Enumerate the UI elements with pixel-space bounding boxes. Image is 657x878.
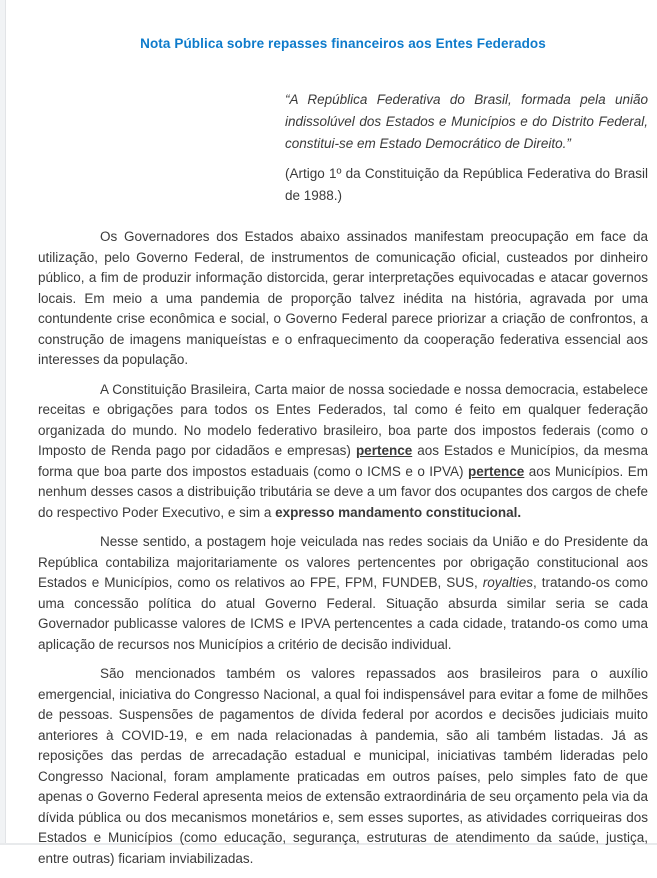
text-run: Nesse sentido, a postagem hoje veiculada nas redes sociais da União e do Presidente da República contabiliza majoritariamente os valores pertencentes por obrigação constitucional aos Estados e Municípios, como os relativos ao FPE, FPM, FUNDEB, SUS, bbox=[38, 534, 648, 590]
paragraph bbox=[38, 532, 648, 655]
text-run: aos Municípios. Em nenhum desses casos a distribuição tributária se deve a um favor dos ocupantes dos cargos de chefe do respectivo Poder Executivo, e sim a bbox=[38, 463, 649, 520]
text-run: Os Governadores dos Estados abaixo assinados manifestam preocupação em face da utilização, pelo Governo Federal, de instrumentos de comunicação oficial, custeados por dinheiro público, a fim de produzir informação distorcida, gerar interpretações equivocadas e atacar governos locais. Em meio a uma pandemia de proporção talvez inédita na história, agravada por uma contundente crise econômica e social, o Governo Federal parece priorizar a criação de confrontos, a construção de imagens maniqueístas e o enfraquecimento da cooperação federativa essencial aos interesses da população. bbox=[38, 229, 648, 367]
page-left-edge bbox=[0, 0, 6, 845]
text-run: pertence bbox=[468, 463, 525, 479]
text-run: aos Estados e Municípios, da mesma forma que boa parte dos impostos estaduais (como o ICMS e o IPVA) bbox=[38, 443, 649, 479]
text-run: pertence bbox=[355, 443, 413, 458]
text-run: , tratando-os como uma concessão política do atual Governo Federal. Situação absurda similar seria se cada Governador publicasse valores de ICMS e IPVA pertencentes a cada cidade, tratando-os como uma aplicação de recursos nos Municípios a critério de decisão individual. bbox=[38, 575, 648, 652]
quote-text: “A República Federativa do Brasil, formada pela união indissolúvel dos Estados e Municípios e do Distrito Federal, constitui-se em Estado Democrático de Direito.” bbox=[285, 92, 648, 151]
document-content bbox=[38, 0, 648, 878]
body-paragraphs bbox=[38, 227, 648, 869]
paragraph bbox=[38, 227, 648, 371]
quote-attribution: (Artigo 1º da Constituição da República Federativa do Brasil de 1988.) bbox=[285, 166, 648, 203]
text-run: A Constituição Brasileira, Carta maior de nossa sociedade e nossa democracia, estabelece receitas e obrigações para todos os Entes Federados, tal como é feito em qualquer federação organizada do mundo. No modelo federativo brasileiro, boa parte dos impostos federais (como o Imposto de Renda pago por cidadãos e empresas) bbox=[38, 381, 648, 458]
document-title: Nota Pública sobre repasses financeiros aos Entes Federados bbox=[140, 36, 546, 51]
text-run: expresso mandamento constitucional. bbox=[275, 504, 522, 520]
paragraph bbox=[38, 380, 648, 524]
constitution-quote-block bbox=[285, 89, 648, 207]
text-run: São mencionados também os valores repassados aos brasileiros para o auxílio emergencial, iniciativa do Congresso Nacional, a qual foi indispensável para evitar a fome de milhões de pessoas. Suspensões de pagamentos de dívida federal por acordos e decisões judiciais muito anteriores à COVID-19, e em nada relacionadas à pandemia, são ali também listadas. Já as reposições das perdas de arrecadação estadual e municipal, iniciativas também lideradas pelo Congresso Nacional, foram amplamente praticadas em outros países, pelo simples fato de que apenas o Governo Federal apresenta meios de extensão extraordinária de seu orçamento pela via da dívida pública ou dos mecanismos monetários e, sem esses suportes, as atividades corriqueiras dos Estados e Municípios (como educação, segurança, estruturas de atendimento da saúde, justiça, entre outras) ficariam inviabilizadas. bbox=[38, 666, 648, 866]
paragraph bbox=[38, 664, 648, 869]
text-run: royalties bbox=[482, 575, 534, 590]
